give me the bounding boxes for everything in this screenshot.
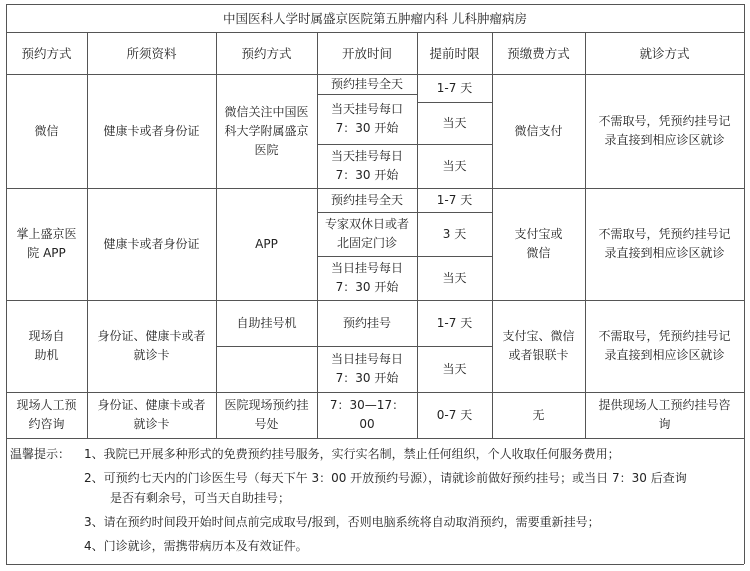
wechat-visit: 不需取号，凭预约挂号记录直接到相应诊区就诊 [598, 114, 731, 147]
app-visit: 不需取号，凭预约挂号记录直接到相应诊区就诊 [598, 227, 731, 260]
col-rule-5 [492, 32, 493, 438]
wechat-materials: 健康卡或者身份证 [103, 123, 200, 138]
rule-kiosk-1 [216, 346, 492, 347]
rule-title [6, 32, 744, 33]
tip-item-1: 1、我院已开展多种形式的免费预约挂号服务，实行实名制，禁止任何组织，个人收取任何服务费用； [84, 447, 620, 461]
kiosk-time-reserve: 预约挂号 [342, 315, 391, 330]
border-left [6, 4, 7, 564]
rule-kiosk-end [6, 392, 744, 393]
rule-wechat-2 [317, 144, 492, 145]
rule-counter-end [6, 438, 744, 439]
rule-app-2 [317, 256, 492, 257]
wechat-channel: 微信关注中国医科大学附属盛京医院 [224, 104, 309, 157]
app-payment: 支付宝或微信 [514, 227, 563, 260]
tips-label: 温馨提示： [10, 447, 71, 461]
kiosk-visit: 不需取号，凭预约挂号记录直接到相应诊区就诊 [598, 329, 731, 362]
kiosk-method: 现场自助机 [28, 329, 65, 362]
col-rule-1 [87, 32, 88, 438]
wechat-time-sameday: 当天挂号每口7：30 开始 [330, 102, 403, 135]
border-bottom [6, 564, 744, 565]
rule-wechat-time-1 [317, 94, 417, 95]
app-materials: 健康卡或者身份证 [103, 236, 200, 251]
header-advance: 提前时限 [429, 45, 480, 61]
tip-item-2: 2、可预约七天内的门诊医生号（每天下午 3：00 开放预约号源），请就诊前做好预约挂号；或当日 7：30 后查询 [84, 471, 687, 485]
counter-materials: 身份证、健康卡或者就诊卡 [97, 398, 206, 431]
kiosk-advance-1: 1-7 天 [436, 315, 473, 330]
wechat-payment: 微信支付 [514, 123, 563, 138]
counter-method: 现场人工预约咨询 [16, 398, 77, 431]
tip-item-4: 4、门诊就诊，需携带病历本及有效证件。 [84, 539, 308, 553]
rule-app-end [6, 300, 744, 301]
app-advance-2: 3 天 [442, 226, 467, 241]
kiosk-channel: 自助挂号机 [236, 315, 297, 330]
app-channel: APP [255, 236, 278, 251]
wechat-advance-1: 1-7 天 [436, 80, 473, 95]
app-time-reserve: 预约挂号全天 [330, 192, 403, 207]
rule-app-1 [317, 212, 492, 213]
rule-header [6, 74, 744, 75]
counter-advance: 0-7 天 [436, 407, 473, 422]
header-method: 预约方式 [21, 45, 72, 61]
table-title: 中国医科人学时属盛京医院第五肿瘤内科 儿科肿瘤病房 [223, 10, 527, 26]
kiosk-advance-2: 当天 [442, 361, 467, 376]
header-channel: 预约方式 [241, 45, 292, 61]
header-open-time: 开放时间 [341, 45, 392, 61]
app-method: 掌上盛京医院 APP [16, 227, 77, 260]
wechat-time-reserve: 预约挂号全天 [330, 76, 403, 91]
header-materials: 所须资料 [126, 45, 177, 61]
rule-wechat-adv-1 [417, 102, 492, 103]
col-rule-4 [417, 32, 418, 438]
app-advance-3: 当天 [442, 270, 467, 285]
counter-visit: 提供现场人工预约挂号咨询 [598, 398, 731, 431]
header-payment: 预缴费方式 [507, 45, 570, 61]
counter-time: 7：30—17：00 [329, 398, 405, 431]
col-rule-6 [585, 32, 586, 438]
header-visit: 就诊方式 [639, 45, 690, 61]
border-top [6, 4, 744, 5]
wechat-advance-2: 当天 [442, 115, 467, 130]
app-advance-1: 1-7 天 [436, 192, 473, 207]
col-rule-2 [216, 32, 217, 438]
wechat-advance-3: 当天 [442, 158, 467, 173]
wechat-method: 微信 [34, 123, 59, 138]
border-right [744, 4, 745, 564]
tip-item-2-cont: 是否有剩余号，可当天自助挂号； [110, 491, 291, 505]
tip-item-3: 3、请在预约时间段开始时间点前完成取号/报到，否则电脑系统将自动取消预约，需要重新挂号； [84, 515, 600, 529]
col-rule-3 [317, 32, 318, 438]
kiosk-materials: 身份证、健康卡或者就诊卡 [97, 329, 206, 362]
app-time-sameday: 当日挂号每日7：30 开始 [330, 261, 403, 294]
rule-wechat-end [6, 188, 744, 189]
kiosk-payment: 支付宝、微信或者银联卡 [502, 329, 575, 362]
kiosk-time-sameday: 当日挂号每日7：30 开始 [330, 352, 403, 385]
app-time-expert: 专家双休日或者北固定门诊 [325, 217, 410, 250]
counter-channel: 医院现场预约挂号处 [224, 398, 309, 431]
counter-payment: 无 [532, 407, 545, 422]
wechat-time-sameday-2: 当天挂号每日7：30 开始 [330, 149, 403, 182]
